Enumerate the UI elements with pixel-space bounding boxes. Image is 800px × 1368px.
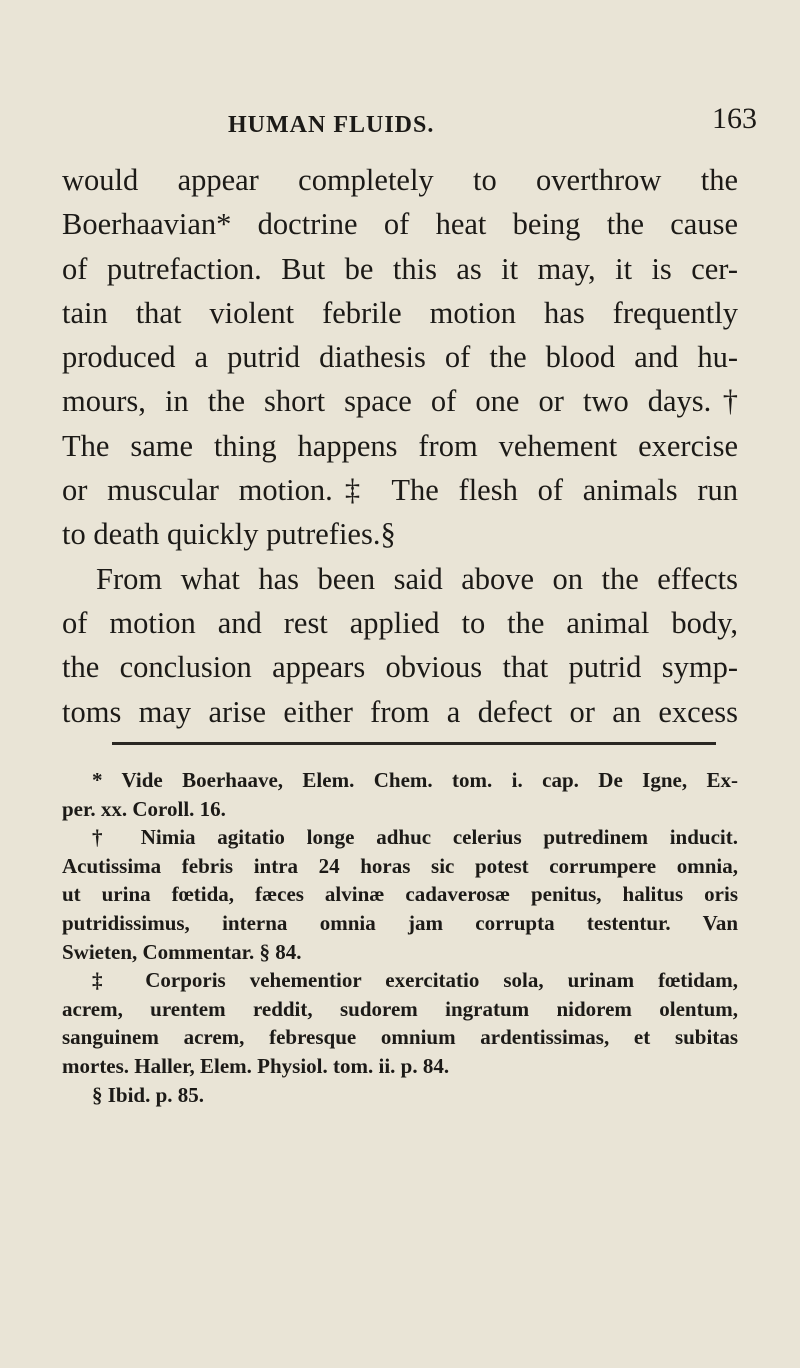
body-line: produced a putrid diathesis of the blood and hu- [62, 340, 738, 375]
body-line: would appear completely to overthrow the [62, 163, 738, 197]
body-line: toms may arise either from a defect or an excess [62, 694, 738, 729]
body-line: of motion and rest applied to the animal body, [62, 605, 738, 640]
body-line: Boerhaavian* doctrine of heat being the cause [62, 207, 738, 242]
footnote-line: putridissimus, interna omnia jam corrupta testentur. Van [62, 910, 738, 935]
body-line: The same thing happens from vehement exercise [62, 428, 738, 463]
footnotes [62, 766, 738, 1109]
footnote-line: ut urina fœtida, fæces alvinæ cadaverosæ penitus, halitus oris [62, 882, 738, 907]
body-line: mours, in the short space of one or two days.† [62, 384, 738, 419]
footnote-line: mortes. Haller, Elem. Physiol. tom. ii. p. 84. [62, 1053, 450, 1078]
footnote-line: acrem, urentem reddit, sudorem ingratum nidorem olentum, [62, 996, 738, 1021]
footnote-line: ‡ Corporis vehementior exercitatio sola, urinam fœtidam, [92, 968, 738, 993]
body-text [62, 158, 738, 734]
page-number: 163 [712, 102, 757, 135]
running-head: HUMAN FLUIDS. [228, 112, 435, 138]
footnote-divider [112, 742, 716, 745]
footnote-line: § Ibid. p. 85. [92, 1082, 205, 1107]
body-line: the conclusion appears obvious that putrid symp- [62, 650, 738, 685]
footnote-line: per. xx. Coroll. 16. [62, 796, 226, 821]
footnote-line: * Vide Boerhaave, Elem. Chem. tom. i. cap. De Igne, Ex- [92, 768, 738, 792]
body-line: or muscular motion.‡ The flesh of animals run [62, 473, 738, 508]
body-line: to death quickly putrefies.§ [62, 517, 396, 552]
footnote-line: Swieten, Commentar. § 84. [62, 939, 302, 964]
body-line: of putrefaction. But be this as it may, it is cer- [62, 251, 738, 286]
footnote-line: sanguinem acrem, febresque omnium ardentissimas, et subitas [62, 1025, 738, 1050]
body-line: tain that violent febrile motion has frequently [62, 295, 738, 330]
footnote-line: † Nimia agitatio longe adhuc celerius putredinem inducit. [92, 825, 738, 850]
footnote-line: Acutissima febris intra 24 horas sic potest corrumpere omnia, [62, 853, 738, 878]
body-line: From what has been said above on the effects [96, 561, 738, 596]
